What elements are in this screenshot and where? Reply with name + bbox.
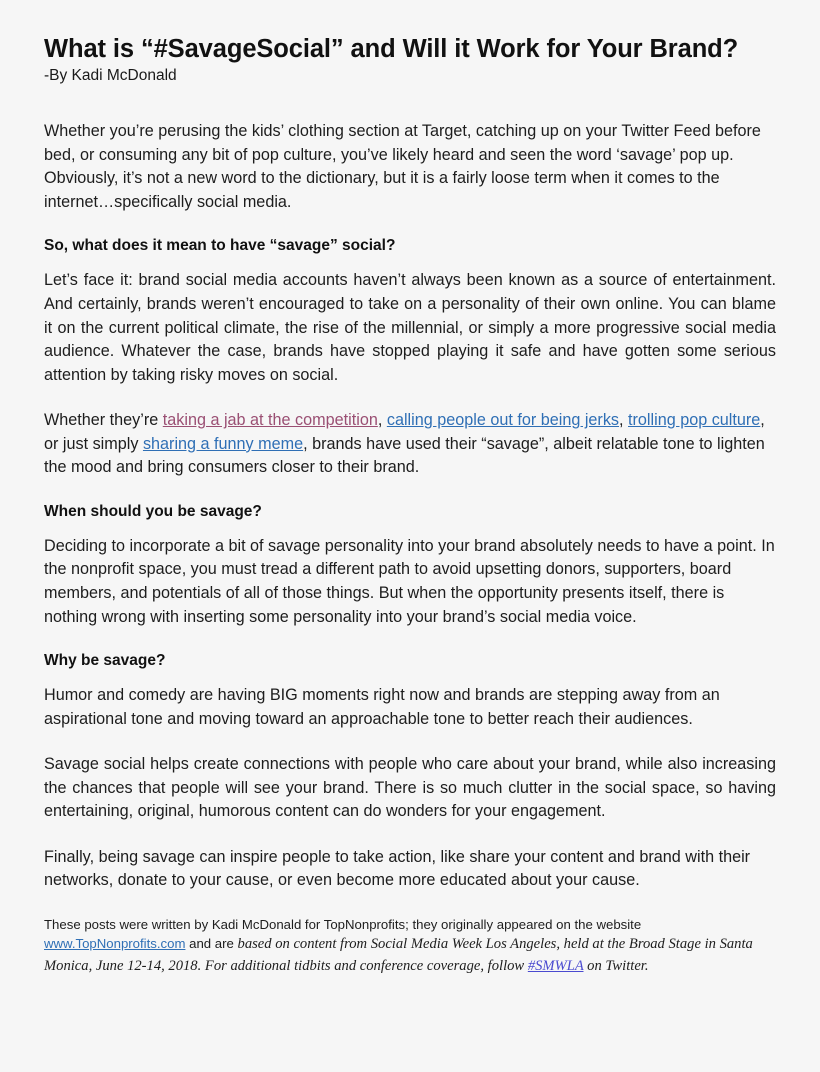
footer-text-part-2: and are: [185, 936, 238, 952]
link-taking-a-jab-at-the-competition[interactable]: taking a jab at the competition: [162, 411, 378, 430]
section-heading-why-be-savage: Why be savage?: [44, 652, 166, 670]
section-paragraph-when-should-you-be-savage: Deciding to incorporate a bit of savage personality into your brand absolutely needs to have a point. In the nonprofit space, you must tread a different path to avoid upsetting donors, supporters, board members, and potentials of all of those things. But when the opportunity presents itself, there is nothing wrong with inserting some personality into your brand’s social media voice.: [44, 536, 775, 626]
links-paragraph-tail: , brands have used their “savage”, albeit relatable tone to lighten the mood and bring consumers closer to their brand.: [44, 434, 765, 477]
links-paragraph-sep-1: ,: [377, 411, 387, 430]
link-trolling-pop-culture[interactable]: trolling pop culture: [628, 411, 761, 430]
footer-italic-twitter: on Twitter.: [583, 958, 649, 975]
links-paragraph-lead: Whether they’re: [44, 411, 163, 430]
footer-italic-credit: based on content from Social Media Week Los Angeles, held at the Broad Stage in Santa Monica, June 12-14, 2018. For additional tidbits and conference coverage, follow: [44, 936, 753, 975]
page-title: What is “#SavageSocial” and Will it Work for Your Brand?: [44, 35, 739, 63]
link-topnonprofits-website[interactable]: www.TopNonprofits.com: [44, 936, 186, 952]
paragraph-finally-inspire-action: Finally, being savage can inspire people to take action, like share your content and brand with their networks, donate to your cause, or even become more educated about your cause.: [44, 847, 751, 890]
footer-note: [44, 915, 776, 978]
byline: -By Kadi McDonald: [44, 67, 177, 85]
section-paragraph-why-be-savage: Humor and comedy are having BIG moments right now and brands are stepping away from an aspirational tone and moving toward an approachable tone to better reach their audiences.: [44, 685, 720, 728]
link-sharing-a-funny-meme[interactable]: sharing a funny meme: [142, 434, 304, 453]
paragraph-savage-social-connections: Savage social helps create connections with people who care about your brand, while also increasing the chances that people will see your brand. There is so much clutter in the social space, so having entertaining, original, humorous content can do wonders for your engagement.: [44, 755, 776, 821]
link-smwla-hashtag[interactable]: #SMWLA: [527, 958, 584, 975]
intro-paragraph: Whether you’re perusing the kids’ clothing section at Target, catching up on your Twitter Feed before bed, or consuming any bit of pop culture, you’ve likely heard and seen the word ‘savage’ pop up. Obviously, it’s not a new word to the dictionary, but it is a fairly loose term when it comes to the internet…specifically social media.: [44, 122, 761, 211]
section-paragraph-savage-social-meaning: Let’s face it: brand social media accounts haven’t always been known as a source of entertainment. And certainly, brands weren’t encouraged to take on a personality of their own online. You can blame it on the current political climate, the rise of the millennial, or simply a more progressive social media audience. Whatever the case, brands have stopped playing it safe and have gotten some serious attention by taking risky moves on social.: [44, 271, 776, 384]
links-paragraph: [44, 409, 776, 480]
section-heading-when-should-you-be-savage: When should you be savage?: [44, 502, 262, 520]
links-paragraph-sep-2: ,: [619, 411, 629, 430]
links-paragraph-sep-3: , or just simply: [44, 411, 765, 453]
link-calling-people-out-for-being-jerks[interactable]: calling people out for being jerks: [386, 411, 620, 430]
footer-text-part-1: These posts were written by Kadi McDonald for TopNonprofits; they originally appeared on the website: [44, 916, 642, 932]
section-heading-savage-social-meaning: So, what does it mean to have “savage” social?: [44, 237, 396, 255]
